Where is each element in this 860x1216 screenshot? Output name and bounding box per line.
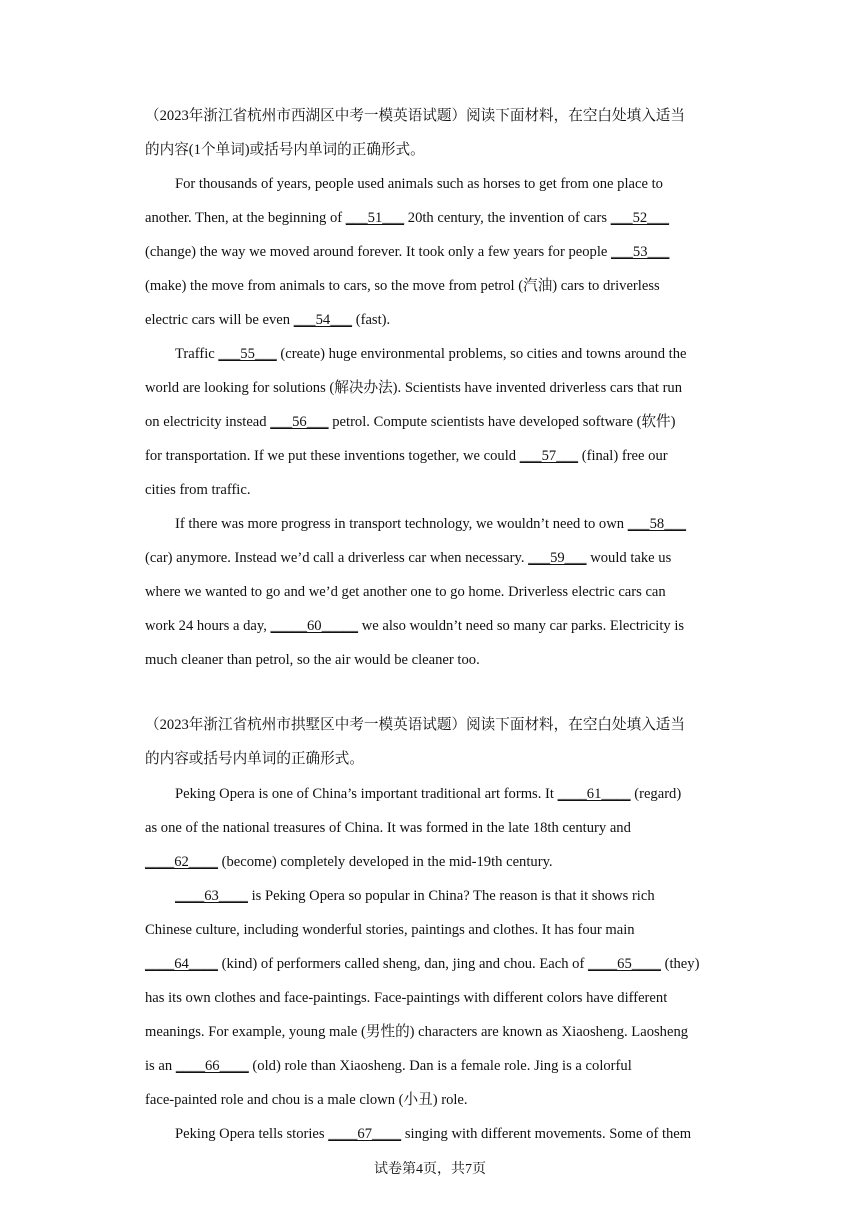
text: is Peking Opera so popular in China? The reason is that it shows rich xyxy=(247,888,655,904)
text: (old) role than Xiaosheng. Dan is a female role. Jing is a colorful xyxy=(248,1058,632,1074)
s2-p2-line3 xyxy=(145,954,725,974)
blank-65: ____65____ xyxy=(587,956,661,972)
s1-p2-line4 xyxy=(145,446,725,466)
blank-67: ____67____ xyxy=(328,1126,402,1142)
text: is an xyxy=(145,1058,176,1074)
s1-p2-line3 xyxy=(145,412,725,432)
blank-58: ___58___ xyxy=(627,516,687,532)
text: (fast). xyxy=(352,312,391,328)
text: (final) free our xyxy=(578,448,668,464)
text: would take us xyxy=(586,550,672,566)
text: (regard) xyxy=(630,786,682,802)
section1-header-line2: 的内容(1个单词)或括号内单词的正确形式。 xyxy=(145,142,425,158)
text: singing with different movements. Some of them xyxy=(401,1126,692,1142)
blank-64: ____64____ xyxy=(145,956,218,972)
text: on electricity instead xyxy=(145,414,271,430)
text: petrol. Compute scientists have developed software (软件) xyxy=(328,414,676,430)
blank-55: ___55___ xyxy=(218,346,277,362)
s1-p3-line1 xyxy=(175,514,755,534)
s2-p2-line4: has its own clothes and face-paintings. Face-paintings with different colors have different xyxy=(145,990,668,1006)
s2-p2-line1 xyxy=(175,886,755,906)
text: (change) the way we moved around forever. It took only a few years for people xyxy=(145,244,612,260)
text: Peking Opera tells stories xyxy=(175,1126,329,1142)
text: If there was more progress in transport technology, we wouldn’t need to own xyxy=(175,516,628,532)
text: (car) anymore. Instead we’d call a driverless car when necessary. xyxy=(145,550,529,566)
text: Traffic xyxy=(175,346,219,362)
blank-66: ____66____ xyxy=(175,1058,249,1074)
blank-59: ___59___ xyxy=(528,550,587,566)
blank-60: _____60_____ xyxy=(270,618,359,634)
text: (become) completely developed in the mid-19th century. xyxy=(217,854,553,870)
s1-p1-line1: For thousands of years, people used animals such as horses to get from one place to xyxy=(175,176,663,192)
s1-p2-line5: cities from traffic. xyxy=(145,482,251,498)
page-footer: 试卷第4页，共7页 xyxy=(374,1162,486,1177)
blank-51: ___51___ xyxy=(345,210,405,226)
section2-header-line2: 的内容或括号内单词的正确形式。 xyxy=(145,751,364,767)
blank-53: ___53___ xyxy=(611,244,670,260)
text: another. Then, at the beginning of xyxy=(145,210,346,226)
s1-p3-line5: much cleaner than petrol, so the air would be cleaner too. xyxy=(145,652,480,668)
blank-61: ____61____ xyxy=(557,786,631,802)
blank-54: ___54___ xyxy=(293,312,353,328)
text: 20th century, the invention of cars xyxy=(404,210,611,226)
s1-p1-line5 xyxy=(145,310,725,330)
text: Peking Opera is one of China’s important traditional art forms. It xyxy=(175,786,558,802)
section1-header-line1: （2023年浙江省杭州市西湖区中考一模英语试题）阅读下面材料，在空白处填入适当 xyxy=(145,108,685,124)
s1-p1-line4: (make) the move from animals to cars, so the move from petrol (汽油) cars to driverless xyxy=(145,278,660,294)
s1-p1-line2 xyxy=(145,208,725,228)
s2-p1-line3 xyxy=(145,852,725,872)
blank-56: ___56___ xyxy=(270,414,329,430)
text: (create) huge environmental problems, so cities and towns around the xyxy=(276,346,687,362)
text: work 24 hours a day, xyxy=(145,618,271,634)
s2-p2-line2: Chinese culture, including wonderful stories, paintings and clothes. It has four main xyxy=(145,922,635,938)
text: (kind) of performers called sheng, dan, jing and chou. Each of xyxy=(217,956,588,972)
text: we also wouldn’t need so many car parks. Electricity is xyxy=(358,618,685,634)
s2-p2-line5: meanings. For example, young male (男性的) characters are known as Xiaosheng. Laosheng xyxy=(145,1024,689,1040)
s1-p3-line2 xyxy=(145,548,725,568)
s2-p2-line6 xyxy=(145,1056,725,1076)
s1-p2-line1 xyxy=(175,344,755,364)
blank-62: ____62____ xyxy=(145,854,218,870)
s2-p2-line7: face-painted role and chou is a male clown (小丑) role. xyxy=(145,1092,468,1108)
s2-p3-line1 xyxy=(175,1124,755,1144)
text: electric cars will be even xyxy=(145,312,294,328)
s1-p3-line4 xyxy=(145,616,725,636)
blank-63: ____63____ xyxy=(175,888,248,904)
s2-p1-line1 xyxy=(175,784,755,804)
s1-p1-line3 xyxy=(145,242,725,262)
s1-p3-line3: where we wanted to go and we’d get another one to go home. Driverless electric cars can xyxy=(145,584,666,600)
text: for transportation. If we put these inventions together, we could xyxy=(145,448,520,464)
section2-header-line1: （2023年浙江省杭州市拱墅区中考一模英语试题）阅读下面材料，在空白处填入适当 xyxy=(145,717,685,733)
text: (they) xyxy=(660,956,700,972)
s2-p1-line2: as one of the national treasures of China. It was formed in the late 18th century and xyxy=(145,820,631,836)
blank-57: ___57___ xyxy=(519,448,579,464)
blank-52: ___52___ xyxy=(610,210,670,226)
s1-p2-line2: world are looking for solutions (解决办法). Scientists have invented driverless cars that run xyxy=(145,380,683,396)
